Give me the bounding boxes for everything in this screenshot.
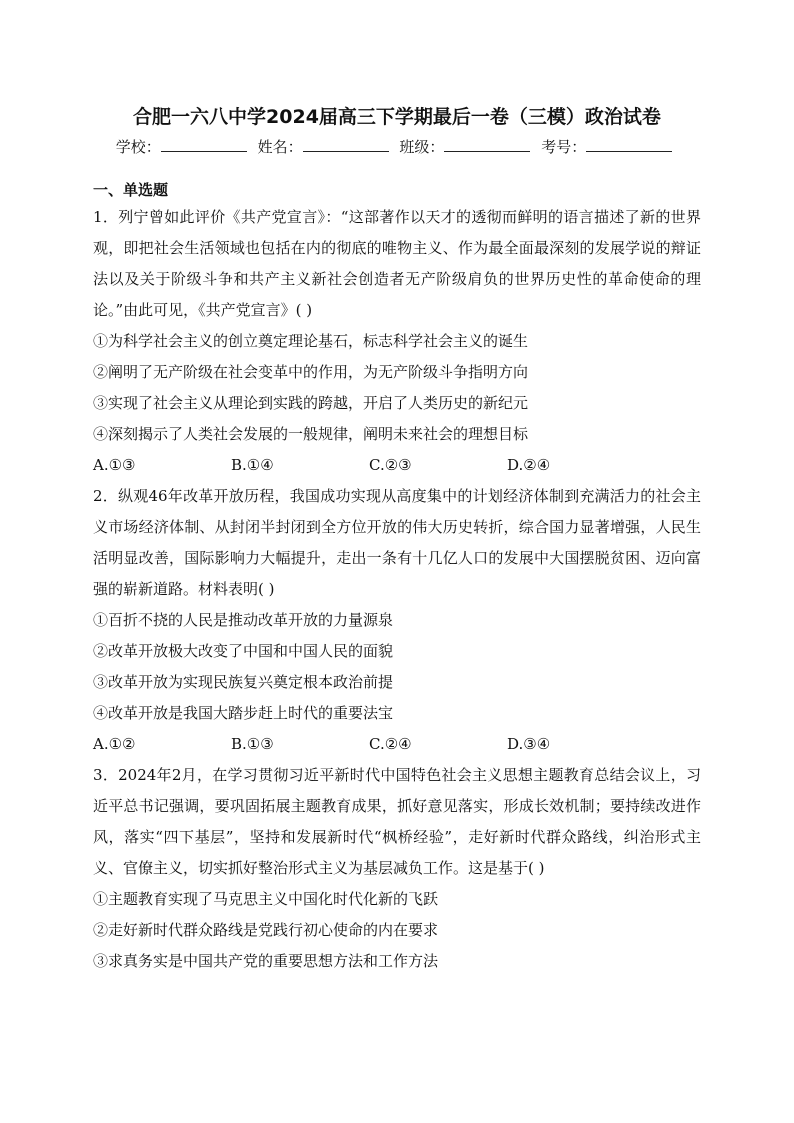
answer-choices: [93, 450, 701, 481]
option-statement: ③改革开放为实现民族复兴奠定根本政治前提: [93, 673, 394, 691]
option-statement: ②改革开放极大改变了中国和中国人民的面貌: [93, 642, 394, 660]
choice-b: B.①③: [231, 735, 274, 753]
choice-d: D.②④: [507, 456, 551, 474]
choice-a: A.①②: [93, 735, 136, 753]
section-title: 一、单选题: [93, 181, 169, 199]
option-statement: ①主题教育实现了马克思主义中国化时代化新的飞跃: [93, 890, 439, 908]
question-1: [93, 202, 701, 481]
student-info-line: [0, 136, 794, 157]
exam-title: 合肥一六八中学2024届高三下学期最后一卷（三模）政治试卷: [133, 106, 661, 128]
question-stem: 1．列宁曾如此评价《共产党宣言》：“这部著作以天才的透彻而鲜明的语言描述了新的世界观，即把社会生活领域也包括在内的彻底的唯物主义、作为最全面最深刻的发展学说的辩证法以及关于阶级斗争和共产主义新社会创造者无产阶级肩负的世界历史性的革命使命的理论。”由此可见，《共产党宣言》( ): [93, 208, 701, 319]
question-2: [93, 481, 701, 760]
exam-content: [93, 178, 701, 977]
choice-b: B.①④: [231, 456, 274, 474]
option-statement: ④深刻揭示了人类社会发展的一般规律，阐明未来社会的理想目标: [93, 425, 529, 443]
exam-number-label: 考号：: [541, 138, 587, 156]
option-statement: ③实现了社会主义从理论到实践的跨越，开启了人类历史的新纪元: [93, 394, 529, 412]
option-statement: ④改革开放是我国大踏步赶上时代的重要法宝: [93, 704, 394, 722]
answer-choices: [93, 729, 701, 760]
name-blank[interactable]: [303, 137, 389, 152]
class-label: 班级：: [399, 138, 445, 156]
option-statement: ③求真务实是中国共产党的重要思想方法和工作方法: [93, 952, 439, 970]
choice-d: D.③④: [507, 735, 551, 753]
question-stem: 2．纵观46年改革开放历程，我国成功实现从高度集中的计划经济体制到充满活力的社会主义市场经济体制、从封闭半封闭到全方位开放的伟大历史转折，综合国力显著增强，人民生活明显改善，国际影响力大幅提升，走出一条有十几亿人口的发展中大国摆脱贫困、迈向富强的崭新道路。材料表明( ): [93, 487, 701, 598]
question-stem: 3．2024年2月，在学习贯彻习近平新时代中国特色社会主义思想主题教育总结会议上，习近平总书记强调，要巩固拓展主题教育成果，抓好意见落实，形成长效机制；要持续改进作风，落实“四下基层”，坚持和发展新时代“枫桥经验”，走好新时代群众路线，纠治形式主义、官僚主义，切实抓好整治形式主义为基层减负工作。这是基于( ): [93, 766, 701, 877]
choice-a: A.①③: [93, 456, 136, 474]
name-label: 姓名：: [257, 138, 303, 156]
question-3: [93, 760, 701, 977]
option-statement: ②走好新时代群众路线是党践行初心使命的内在要求: [93, 921, 439, 939]
choice-c: C.②③: [369, 456, 412, 474]
school-blank[interactable]: [161, 137, 247, 152]
option-statement: ②阐明了无产阶级在社会变革中的作用，为无产阶级斗争指明方向: [93, 363, 529, 381]
option-statement: ①百折不挠的人民是推动改革开放的力量源泉: [93, 611, 394, 629]
option-statement: ①为科学社会主义的创立奠定理论基石，标志科学社会主义的诞生: [93, 332, 529, 350]
choice-c: C.②④: [369, 735, 412, 753]
class-blank[interactable]: [444, 137, 530, 152]
exam-number-blank[interactable]: [586, 137, 672, 152]
school-label: 学校：: [115, 138, 161, 156]
